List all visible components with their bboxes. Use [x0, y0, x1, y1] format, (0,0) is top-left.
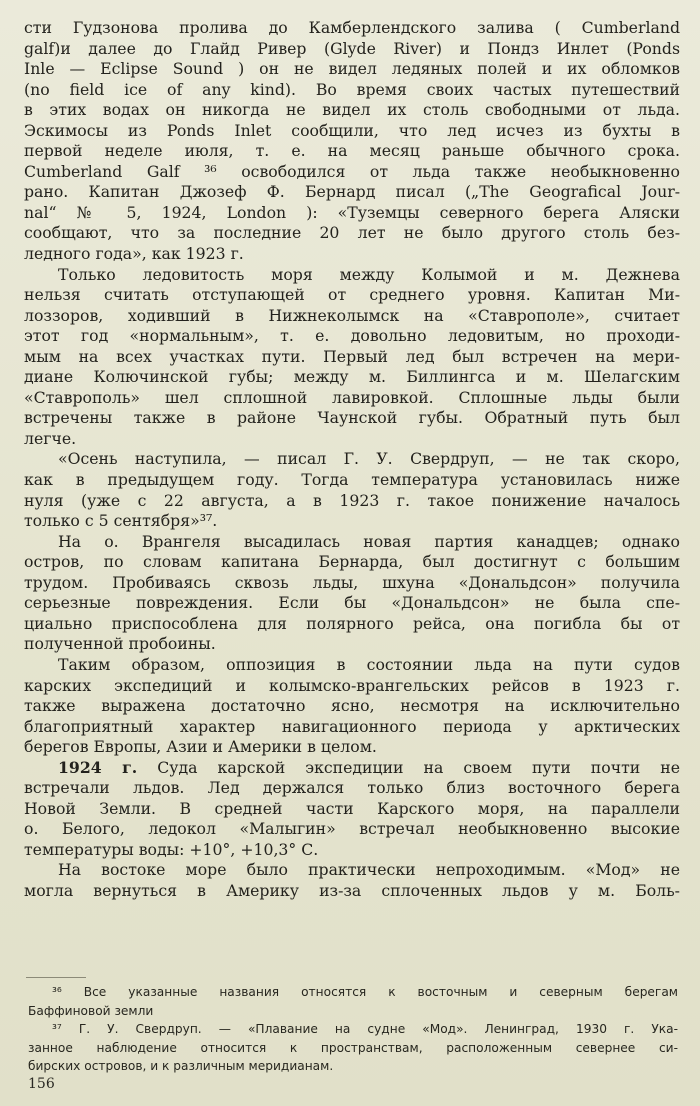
text-line-content: серьезные повреждения. Если бы «Дональдсон» не была спе- — [24, 593, 680, 613]
text-line — [24, 676, 680, 697]
text-line — [24, 121, 680, 142]
text-line-content: сообщают, что за последние 20 лет не было другого столь без- — [24, 223, 680, 243]
body-text — [24, 18, 680, 902]
text-line — [24, 491, 680, 512]
text-line — [24, 860, 680, 881]
text-line-content: могла вернуться в Америку из-за сплоченных льдов у м. Боль- — [24, 880, 680, 900]
text-line — [24, 306, 680, 327]
text-line-content: nal“ № 5, 1924, London ): «Туземцы северного берега Аляски — [24, 202, 680, 222]
text-line — [24, 532, 680, 553]
footnote-rule — [26, 977, 86, 978]
text-line — [24, 655, 680, 676]
text-line-content: «Ставрополь» шел сплошной лавировкой. Сплошные льды были — [24, 387, 680, 407]
text-line — [24, 285, 680, 306]
text-line-content: встречены также в районе Чаунской губы. Обратный путь был — [24, 408, 680, 428]
text-line — [24, 429, 680, 450]
text-line — [24, 39, 680, 60]
text-line — [24, 100, 680, 121]
footnote-line: занное наблюдение относится к пространствам, расположенным севернее си- — [28, 1040, 678, 1055]
text-line-content: остров, по словам капитана Бернарда, был достигнут с большим — [24, 552, 680, 572]
text-line-content: берегов Европы, Азии и Америки в целом. — [24, 737, 377, 757]
text-line — [24, 573, 680, 594]
text-line-content: этот год «нормальным», т. е. довольно ледовитым, но проходи- — [24, 326, 680, 346]
text-line — [24, 388, 680, 409]
text-line-content: встречали льдов. Лед держался только близ восточного берега — [24, 778, 680, 798]
text-line-content: нельзя считать отступающей от среднего уровня. Капитан Ми- — [24, 285, 680, 305]
text-line — [24, 717, 680, 738]
footnote-line: Баффиновой земли — [28, 1003, 154, 1018]
text-line — [24, 840, 680, 861]
text-line-content: первой неделе июля, т. е. на месяц раньше обычного срока. — [24, 141, 680, 161]
text-line-content: легче. — [24, 428, 77, 448]
text-line-content: сти Гудзонова пролива до Камберлендского залива ( Cumberland — [24, 18, 680, 37]
text-line-content: только с 5 сентября»³⁷. — [24, 511, 218, 531]
text-line-content: Cumberland Galf ³⁶ освободился от льда также необыкновенно — [24, 161, 680, 181]
text-line-content: благоприятный характер навигационного периода у арктических — [24, 716, 680, 736]
year-heading: 1924 г. — [58, 757, 138, 777]
text-line-content: Суда карской экспедиции на своем пути почти не — [157, 757, 680, 777]
text-line — [24, 265, 680, 286]
text-line — [24, 593, 680, 614]
text-line — [24, 449, 680, 470]
text-line — [24, 182, 680, 203]
text-line — [24, 614, 680, 635]
text-line — [24, 141, 680, 162]
text-line — [24, 819, 680, 840]
text-line — [24, 778, 680, 799]
footnote-line: ³⁷ Г. У. Свердруп. — «Плавание на судне «Мод». Ленинград, 1930 г. Ука- — [52, 1022, 678, 1036]
text-line-content: о. Белого, ледокол «Малыгин» встречал необыкновенно высокие — [24, 819, 680, 839]
text-line — [24, 59, 680, 80]
text-line — [24, 758, 680, 779]
text-line — [24, 552, 680, 573]
text-line-content: нуля (уже с 22 августа, а в 1923 г. такое понижение началось — [24, 490, 680, 510]
text-line — [24, 408, 680, 429]
text-line-content: также выражена достаточно ясно, несмотря на исключительно — [24, 696, 680, 716]
text-line-content: в этих водах он никогда не видел их столь свободными от льда. — [24, 100, 680, 120]
text-line-content: ледного года», как 1923 г. — [24, 244, 244, 264]
text-line — [24, 18, 680, 39]
text-line-content: Эскимосы из Ponds Inlet сообщили, что лед исчез из бухты в — [24, 120, 680, 140]
text-line — [24, 244, 680, 265]
text-line — [24, 470, 680, 491]
text-line-content: «Осень наступила, — писал Г. У. Свердруп, — не так скоро, — [58, 449, 680, 469]
text-line-content: полученной пробоины. — [24, 634, 216, 654]
text-line — [24, 367, 680, 388]
text-line-content: карских экспедиций и колымско-врангельских рейсов в 1923 г. — [24, 675, 680, 695]
footnote-line: ³⁶ Все указанные названия относятся к восточным и северным берегам — [52, 985, 678, 999]
text-line — [24, 737, 680, 758]
text-line — [24, 799, 680, 820]
text-line — [24, 881, 680, 902]
text-line-content: Новой Земли. В средней части Карского моря, на параллели — [24, 798, 680, 818]
text-line — [24, 80, 680, 101]
text-line-content: Inle — Eclipse Sound ) он не видел ледяных полей и их обломков — [24, 59, 680, 79]
text-line-content: диане Колючинской губы; между м. Биллингса и м. Шелагским — [24, 367, 680, 387]
text-line-content: лоззоров, ходивший в Нижнеколымск на «Ставрополе», считает — [24, 305, 680, 325]
text-line — [24, 511, 680, 532]
text-line-content: циально приспособлена для полярного рейса, она погибла бы от — [24, 613, 680, 633]
text-line — [24, 162, 680, 183]
text-line-content: мым на всех участках пути. Первый лед был встречен на мери- — [24, 346, 680, 366]
text-line — [24, 223, 680, 244]
text-line — [24, 347, 680, 368]
text-line-content: Таким образом, оппозиция в состоянии льда на пути судов — [58, 654, 680, 674]
text-line — [24, 634, 680, 655]
text-line — [24, 326, 680, 347]
text-line-content: Только ледовитость моря между Колымой и м. Дежнева — [58, 264, 680, 284]
text-line-content: На о. Врангеля высадилась новая партия канадцев; однако — [58, 531, 680, 551]
text-line — [24, 696, 680, 717]
footnotes — [28, 983, 678, 1076]
footnote-line: бирских островов, и к различным меридианам. — [28, 1059, 334, 1073]
text-line — [24, 203, 680, 224]
text-line-content: galf)и далее до Глайд Ривер (Glyde River) и Пондз Инлет (Ponds — [24, 38, 680, 58]
text-line-content: (no field ice of any kind). Во время своих частых путешествий — [24, 79, 680, 99]
text-line-content: трудом. Пробиваясь сквозь льды, шхуна «Дональдсон» получила — [24, 572, 680, 592]
text-line-content: На востоке море было практически непроходимым. «Мод» не — [58, 860, 680, 880]
page-number: 156 — [28, 1076, 55, 1092]
text-line-content: рано. Капитан Джозеф Ф. Бернард писал („The Geografical Jour- — [24, 182, 680, 202]
text-line-content: температуры воды: +10°, +10,3° С. — [24, 839, 319, 859]
text-line-content: как в предыдущем году. Тогда температура установилась ниже — [24, 470, 680, 490]
